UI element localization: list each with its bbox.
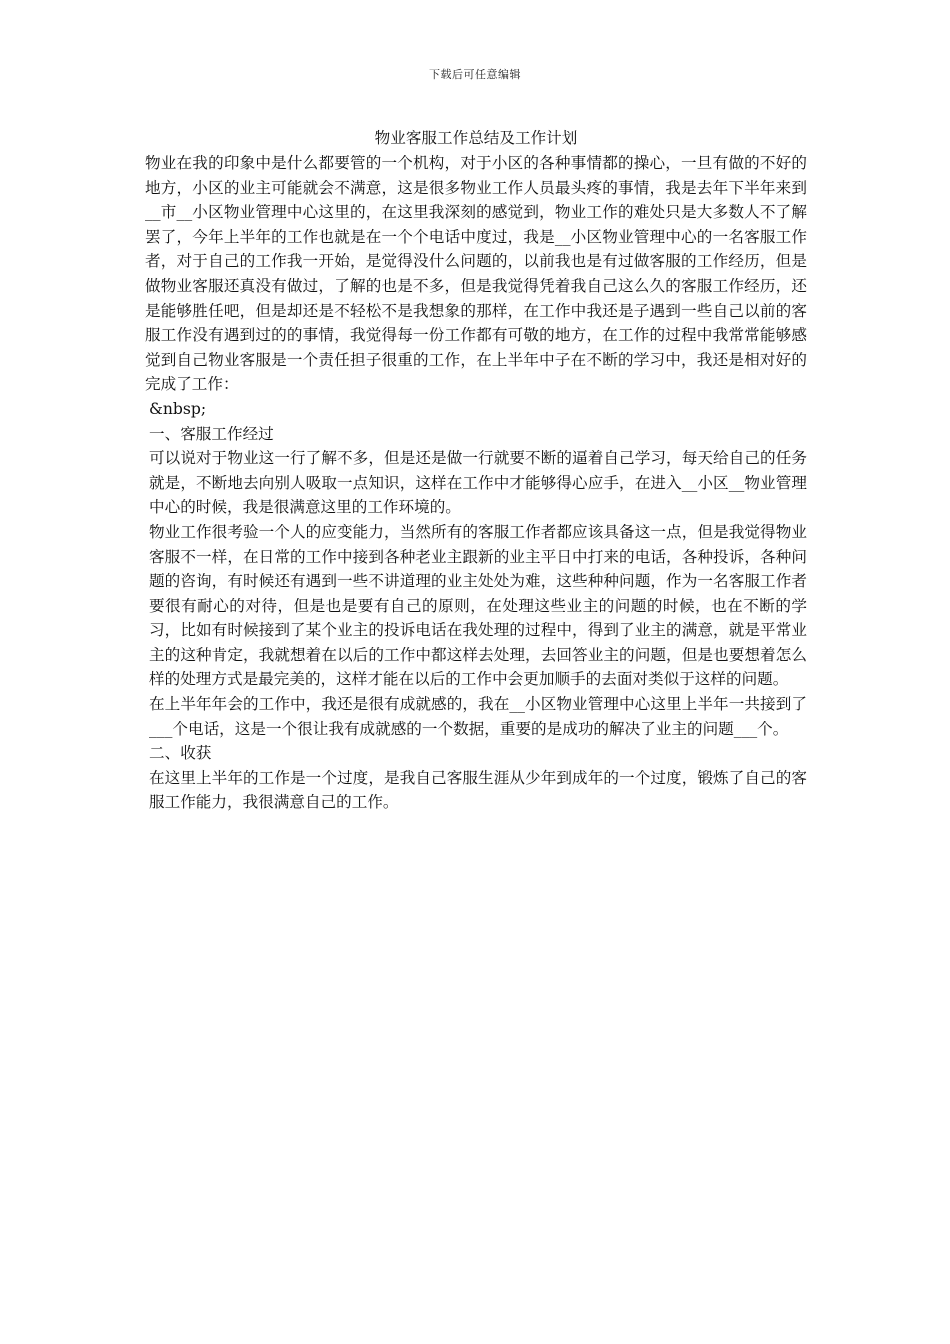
document-title: 物业客服工作总结及工作计划 <box>374 129 578 147</box>
paragraph-nbsp: &nbsp; <box>149 399 207 418</box>
document-body <box>145 126 807 815</box>
paragraph-intro: 物业在我的印象中是什么都要管的一个机构，对于小区的各种事情都的操心，一旦有做的不好的地方，小区的业主可能就会不满意，这是很多物业工作人员最头疼的事情，我是去年下半年来到__市__小区物业管理中心这里的，在这里我深刻的感觉到，物业工作的难处只是大多数人不了解罢了，今年上半年的工作也就是在一个个电话中度过，我是__小区物业管理中心的一名客服工作者，对于自己的工作我一开始，是觉得没什么问题的，以前我也是有过做客服的工作经历，但是做物业客服还真没有做过，了解的也是不多，但是我觉得凭着我自己这么久的客服工作经历，还是能够胜任吧，但是却还是不轻松不是我想象的那样，在工作中我还是子遇到一些自己以前的客服工作没有遇到过的的事情，我觉得每一份工作都有可敬的地方，在工作的过程中我常常能够感觉到自己物业客服是一个责任担子很重的工作，在上半年中子在不断的学习中，我还是相对好的完成了工作： <box>145 154 807 394</box>
header-note: 下载后可任意编辑 <box>429 68 521 81</box>
paragraph-work-2: 物业工作很考验一个人的应变能力，当然所有的客服工作者都应该具备这一点，但是我觉得物业客服不一样，在日常的工作中接到各种老业主跟新的业主平日中打来的电话，各种投诉，各种问题的咨询，有时候还有遇到一些不讲道理的业主处处为难，这些种种问题，作为一名客服工作者要很有耐心的对待，但是也是要有自己的原则，在处理这些业主的问题的时候，也在不断的学习，比如有时候接到了某个业主的投诉电话在我处理的过程中，得到了业主的满意，就是平常业主的这种肯定，我就想着在以后的工作中都这样去处理，去回答业主的问题，但是也要想着怎么样的处理方式是最完美的，这样才能在以后的工作中会更加顺手的去面对类似于这样的问题。 <box>149 522 807 689</box>
paragraph-harvest: 在这里上半年的工作是一个过度，是我自己客服生涯从少年到成年的一个过度，锻炼了自己的客服工作能力，我很满意自己的工作。 <box>149 768 807 812</box>
section-heading-2: 二、收获 <box>149 744 212 763</box>
section-heading-1: 一、客服工作经过 <box>149 424 274 443</box>
paragraph-work-3: 在上半年年会的工作中，我还是很有成就感的，我在__小区物业管理中心这里上半年一共接到了___个电话，这是一个很让我有成就感的一个数据，重要的是成功的解决了业主的问题___个。 <box>149 695 807 738</box>
paragraph-work-1: 可以说对于物业这一行了解不多，但是还是做一行就要不断的逼着自己学习，每天给自己的任务就是，不断地去向别人吸取一点知识，这样在工作中才能够得心应手，在进入__小区__物业管理中心的时候，我是很满意这里的工作环境的。 <box>149 449 807 517</box>
